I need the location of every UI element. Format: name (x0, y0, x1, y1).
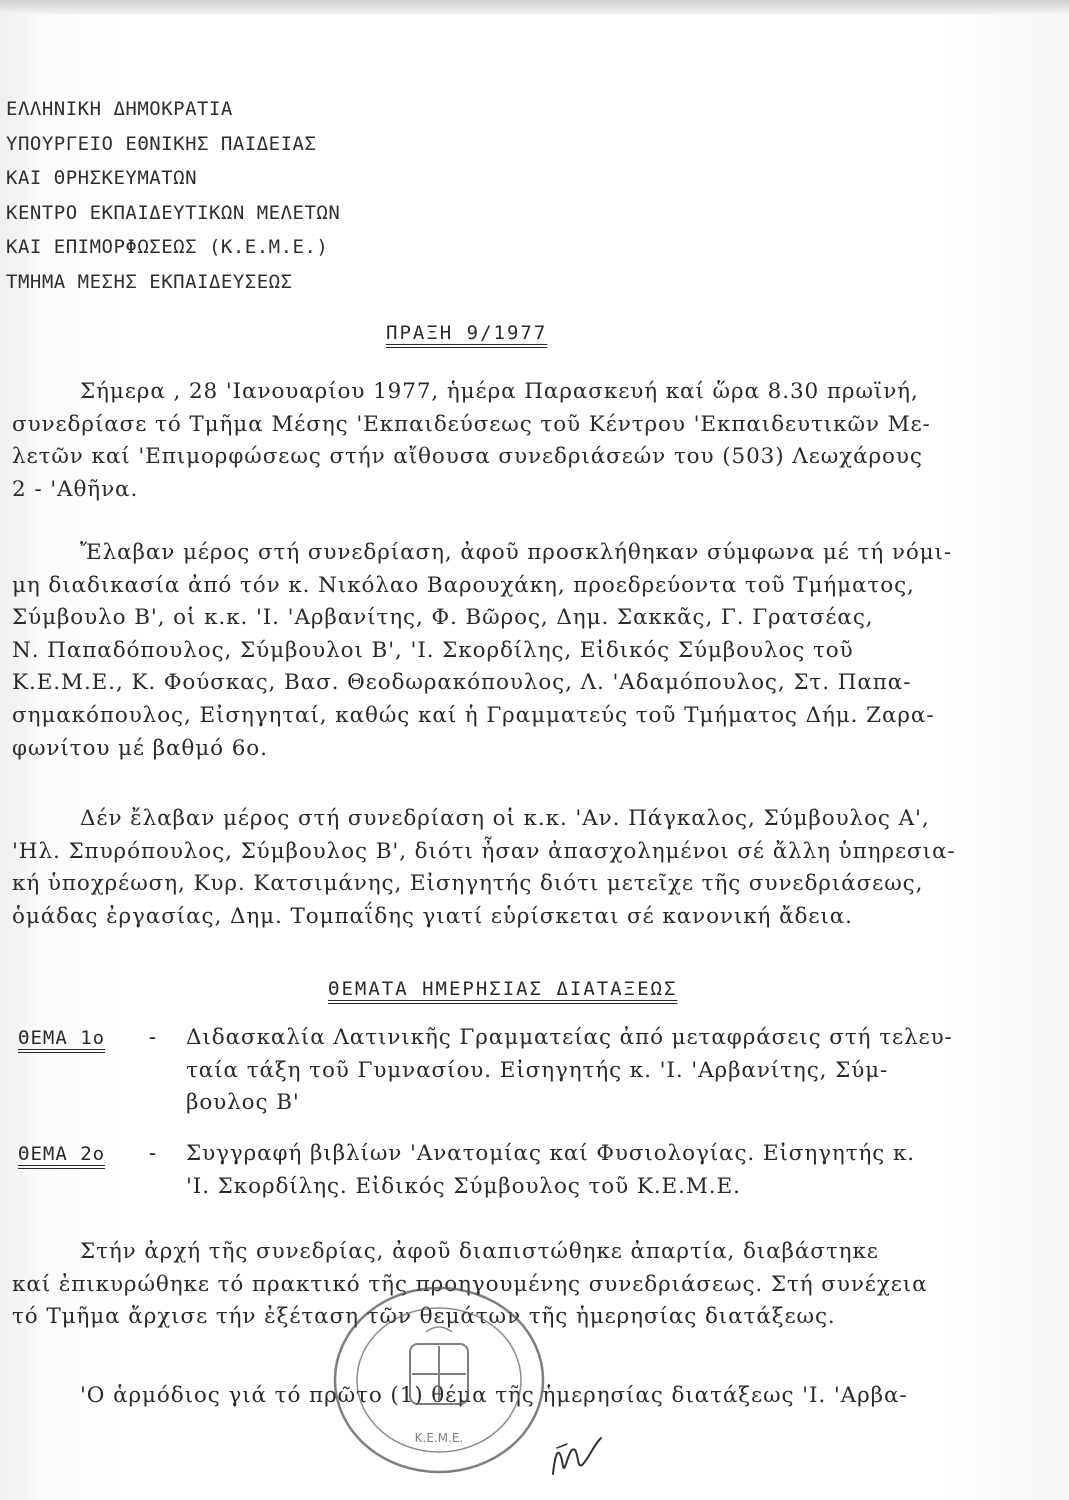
text-line: Ν. Παπαδόπουλος, Σύμβουλοι Β', 'Ι. Σκορδίλης, Εἰδικός Σύμβουλος τοῦ (12, 637, 854, 663)
letterhead (6, 92, 340, 300)
text-line: ὁμάδας ἐργασίας, Δημ. Τομπαΐδης γιατί εὑρίσκεται σέ κανονική ἄδεια. (12, 903, 853, 929)
letterhead-line: ΚΑΙ ΘΡΗΣΚΕΥΜΑΤΩΝ (6, 167, 198, 190)
text-line: 'Ο ἁρμόδιος γιά τό πρῶτο (1) θέμα τῆς ἡμερησίας διατάξεως 'Ι. 'Αρβα- (80, 1383, 908, 1408)
agenda-item-text (186, 1138, 1026, 1203)
agenda-item-dash: - (146, 1141, 159, 1166)
document-title-text: ΠΡΑΞΗ 9/1977 (386, 322, 548, 344)
stamp-text: Κ.Ε.Μ.Ε. (414, 1431, 464, 1445)
text-line: Ἔλαβαν μέρος στή συνεδρίαση, ἀφοῦ προσκλήθηκαν σύμφωνα μέ τή νόμι- (80, 540, 953, 565)
text-line: Σύμβουλο Β', οἱ κ.κ. 'Ι. 'Αρβανίτης, Φ. Βῶρος, Δημ. Σακκᾶς, Γ. Γρατσέας, (12, 605, 874, 631)
text-line: Συγγραφή βιβλίων 'Ανατομίας καί Φυσιολογίας. Εἰσηγητής κ. (186, 1141, 916, 1166)
text-line: κή ὑποχρέωση, Κυρ. Κατσιμάνης, Εἰσηγητής διότι μετεῖχε τῆς συνεδριάσεως, (12, 871, 924, 897)
text-line: Δέν ἔλαβαν μέρος στή συνεδρίαση οἱ κ.κ. 'Αν. Πάγκαλος, Σύμβουλος Α', (80, 806, 930, 831)
paragraph-absentees (12, 803, 1022, 933)
letterhead-line: ΥΠΟΥΡΓΕΙΟ ΕΘΝΙΚΗΣ ΠΑΙΔΕΙΑΣ (6, 132, 317, 155)
text-line: 'Ηλ. Σπυρόπουλος, Σύμβουλος Β', διότι ἦσαν ἀπασχολημένοι σέ ἄλλη ὑπηρεσια- (12, 838, 956, 864)
letterhead-line: ΚΕΝΤΡΟ ΕΚΠΑΙΔΕΥΤΙΚΩΝ ΜΕΛΕΤΩΝ (6, 201, 341, 224)
paragraph-opening (12, 376, 1022, 506)
agenda-item-text (186, 1022, 1026, 1120)
text-line: βουλος Β' (186, 1090, 300, 1116)
text-line: μη διαδικασία ἀπό τόν κ. Νικόλαο Βαρουχάκη, προεδρεύοντα τοῦ Τμήματος, (12, 572, 915, 598)
document-title (386, 322, 547, 344)
text-line: Σήμερα , 28 'Ιανουαρίου 1977, ἡμέρα Παρασκευή καί ὥρα 8.30 πρωϊνή, (80, 379, 919, 404)
letterhead-line: ΤΜΗΜΑ ΜΕΣΗΣ ΕΚΠΑΙΔΕΥΣΕΩΣ (6, 270, 293, 293)
text-line: 2 - 'Αθῆνα. (12, 476, 139, 502)
text-line: φωνίτου μέ βαθμό 6ο. (12, 735, 268, 761)
handwritten-signature-icon (545, 1424, 605, 1482)
text-line: Στήν ἀρχή τῆς συνεδρίας, ἀφοῦ διαπιστώθηκε ἀπαρτία, διαβάστηκε (80, 1239, 879, 1264)
letterhead-line: ΚΑΙ ΕΠΙΜΟΡΦΩΣΕΩΣ (Κ.Ε.Μ.Ε.) (6, 236, 329, 259)
text-line: σημακόπουλος, Εἰσηγηταί, καθώς καί ἡ Γραμματεύς τοῦ Τμήματος Δήμ. Ζαρα- (12, 702, 935, 728)
text-line: Κ.Ε.Μ.Ε., Κ. Φούσκας, Βασ. Θεοδωρακόπουλος, Λ. 'Αδαμόπουλος, Στ. Παπα- (12, 670, 912, 696)
text-line: 'Ι. Σκορδίλης. Εἰδικός Σύμβουλος τοῦ Κ.Ε.Μ.Ε. (186, 1173, 741, 1199)
text-line: συνεδρίασε τό Τμῆμα Μέσης 'Εκπαιδεύσεως τοῦ Κέντρου 'Εκπαιδευτικῶν Με- (12, 411, 931, 437)
agenda-item-label: ΘΕΜΑ 1ο (18, 1027, 106, 1049)
text-line: ταία τάξη τοῦ Γυμνασίου. Εἰσηγητής κ. 'Ι. 'Αρβανίτης, Σύμ- (186, 1057, 889, 1083)
paragraph-attendees (12, 537, 1022, 765)
text-line: λετῶν καί 'Επιμορφώσεως στήν αἴθουσα συνεδριάσεών του (503) Λεωχάρους (12, 444, 923, 470)
text-line: καί ἐπικυρώθηκε τό πρακτικό τῆς προηγουμένης συνεδριάσεως. Στή συνέχεια (12, 1271, 928, 1297)
text-line: Διδασκαλία Λατινικῆς Γραμματείας ἀπό μεταφράσεις στή τελευ- (186, 1025, 953, 1050)
agenda-heading-text: ΘΕΜΑΤΑ ΗΜΕΡΗΣΙΑΣ ΔΙΑΤΑΞΕΩΣ (328, 978, 678, 1000)
agenda-item-label: ΘΕΜΑ 2ο (18, 1143, 106, 1165)
page-top-edge (0, 0, 1069, 14)
agenda-item-dash: - (146, 1025, 159, 1050)
letterhead-line: ΕΛΛΗΝΙΚΗ ΔΗΜΟΚΡΑΤΙΑ (6, 98, 233, 120)
agenda-heading (328, 978, 677, 1000)
text-line: τό Τμῆμα ἄρχισε τήν ἐξέταση τῶν θεμάτων τῆς ἡμερησίας διατάξεως. (12, 1304, 836, 1330)
official-seal-icon (330, 1282, 548, 1478)
